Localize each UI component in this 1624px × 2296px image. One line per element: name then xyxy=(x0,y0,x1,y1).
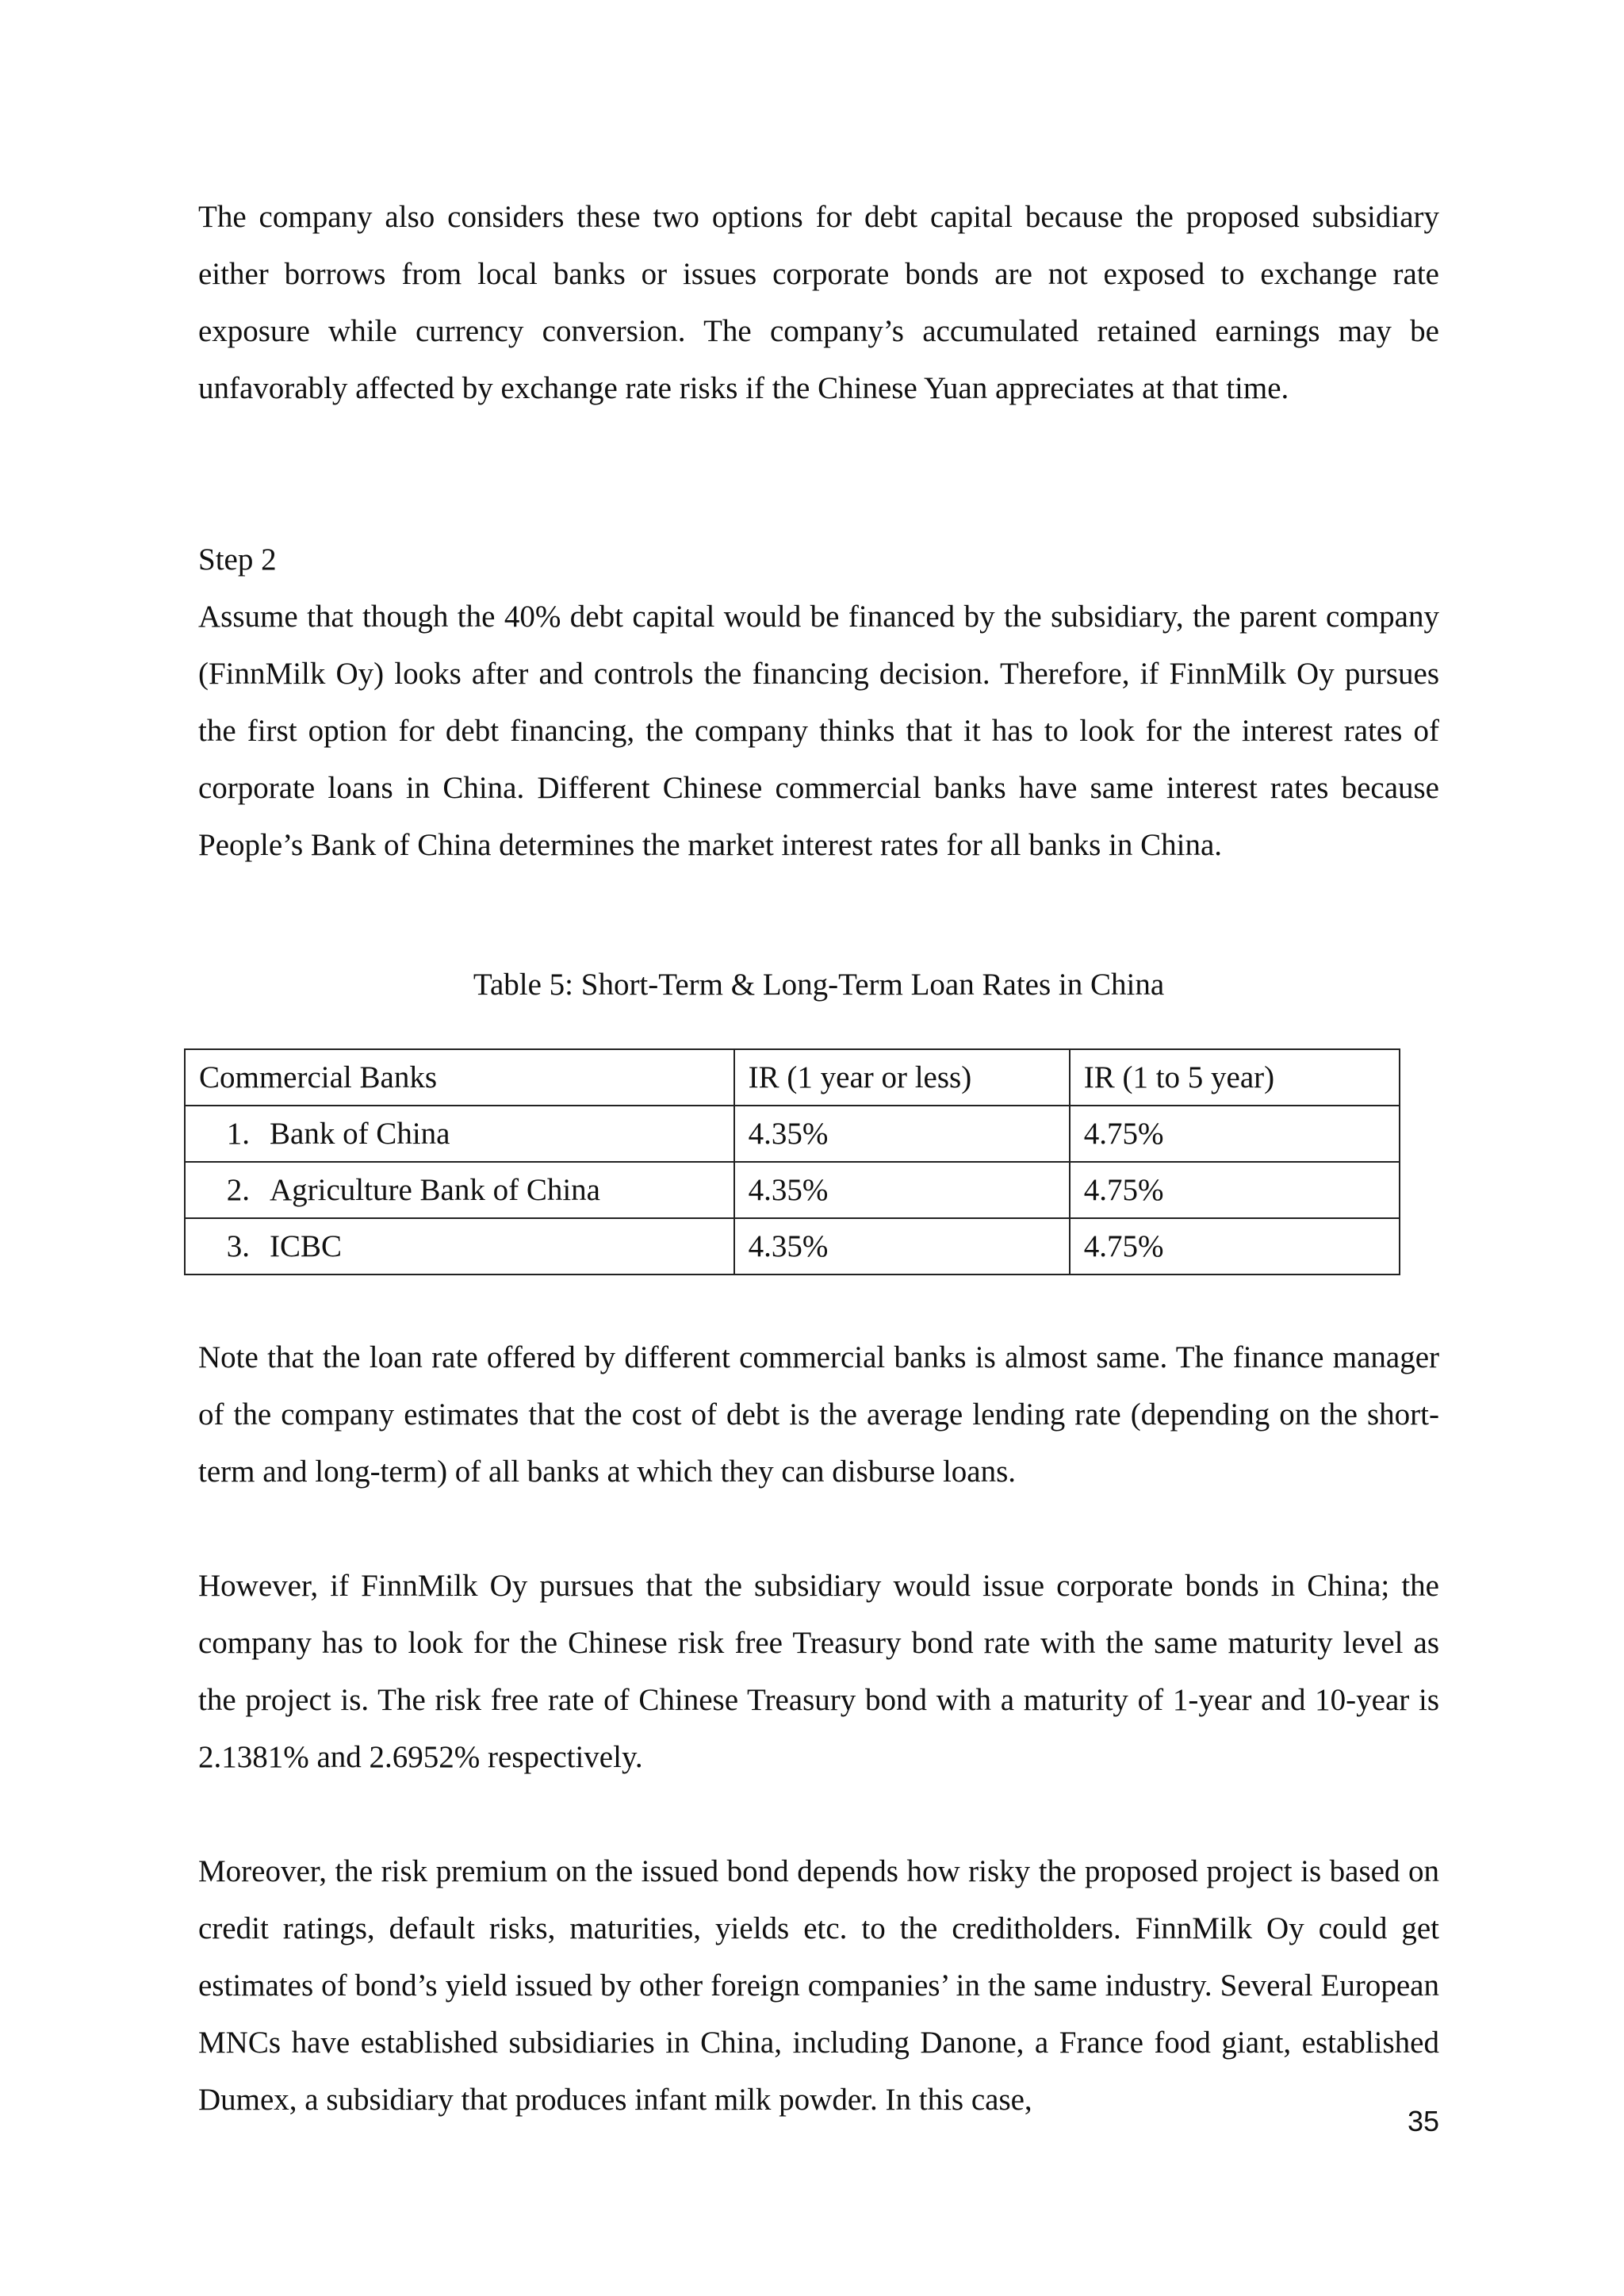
bank-name-cell xyxy=(185,1218,734,1274)
paragraph-risk-premium: Moreover, the risk premium on the issued bond depends how risky the proposed project is based on credit ratings, default risks, maturities, yields etc. to the creditholders. FinnMilk Oy could get estimates of bond’s yield issued by other foreign companies’ in the same industry. Several European MNCs have established subsidiaries in China, including Danone, a France food giant, established Dumex, a subsidiary that produces infant milk powder. In this case, xyxy=(198,1854,1439,2117)
bank-name: ICBC xyxy=(270,1229,343,1263)
header-short-term-rate: IR (1 year or less) xyxy=(734,1049,1070,1106)
row-number: 2. xyxy=(226,1173,250,1207)
bank-name: Bank of China xyxy=(270,1117,450,1151)
short-term-rate-cell: 4.35% xyxy=(734,1106,1070,1162)
paragraph-loan-rate-note: Note that the loan rate offered by different commercial banks is almost same. The finance manager of the company estimates that the cost of debt is the average lending rate (depending on the short-term and long-term) of all banks at which they can disburse loans. xyxy=(198,1340,1439,1489)
long-term-rate-cell: 4.75% xyxy=(1070,1106,1400,1162)
table-row xyxy=(185,1162,1400,1218)
bank-name: Agriculture Bank of China xyxy=(270,1173,600,1207)
row-number: 3. xyxy=(226,1229,250,1263)
header-commercial-banks: Commercial Banks xyxy=(185,1049,734,1106)
paragraph-financing-decision: Assume that though the 40% debt capital would be financed by the subsidiary, the parent company (FinnMilk Oy) looks after and controls the financing decision. Therefore, if FinnMilk Oy pursues the first option for debt financing, the company thinks that it has to look for the interest rates of corporate loans in China. Different Chinese commercial banks have same interest rates because People’s Bank of China determines the market interest rates for all banks in China. xyxy=(198,600,1439,862)
short-term-rate-cell: 4.35% xyxy=(734,1218,1070,1274)
table-header-row xyxy=(185,1049,1400,1106)
short-term-rate-cell: 4.35% xyxy=(734,1162,1070,1218)
header-long-term-rate: IR (1 to 5 year) xyxy=(1070,1049,1400,1106)
long-term-rate-cell: 4.75% xyxy=(1070,1218,1400,1274)
bank-name-cell xyxy=(185,1106,734,1162)
long-term-rate-cell: 4.75% xyxy=(1070,1162,1400,1218)
step-heading: Step 2 xyxy=(198,542,277,577)
page-number: 35 xyxy=(1407,2105,1439,2137)
paragraph-corporate-bonds: However, if FinnMilk Oy pursues that the subsidiary would issue corporate bonds in China; the company has to look for the Chinese risk free Treasury bond rate with the same maturity level as the project is. The risk free rate of Chinese Treasury bond with a maturity of 1-year and 10-year is 2.1381% and 2.6952% respectively. xyxy=(198,1569,1439,1774)
table-row xyxy=(185,1106,1400,1162)
bank-name-cell xyxy=(185,1162,734,1218)
paragraph-debt-options: The company also considers these two options for debt capital because the proposed subsidiary either borrows from local banks or issues corporate bonds are not exposed to exchange rate exposure while currency conversion. The company’s accumulated retained earnings may be unfavorably affected by exchange rate risks if the Chinese Yuan appreciates at that time. xyxy=(198,200,1439,405)
row-number: 1. xyxy=(226,1117,250,1151)
table-row xyxy=(185,1218,1400,1274)
loan-rates-table xyxy=(184,1048,1400,1275)
table-caption: Table 5: Short-Term & Long-Term Loan Rates in China xyxy=(473,968,1165,1002)
